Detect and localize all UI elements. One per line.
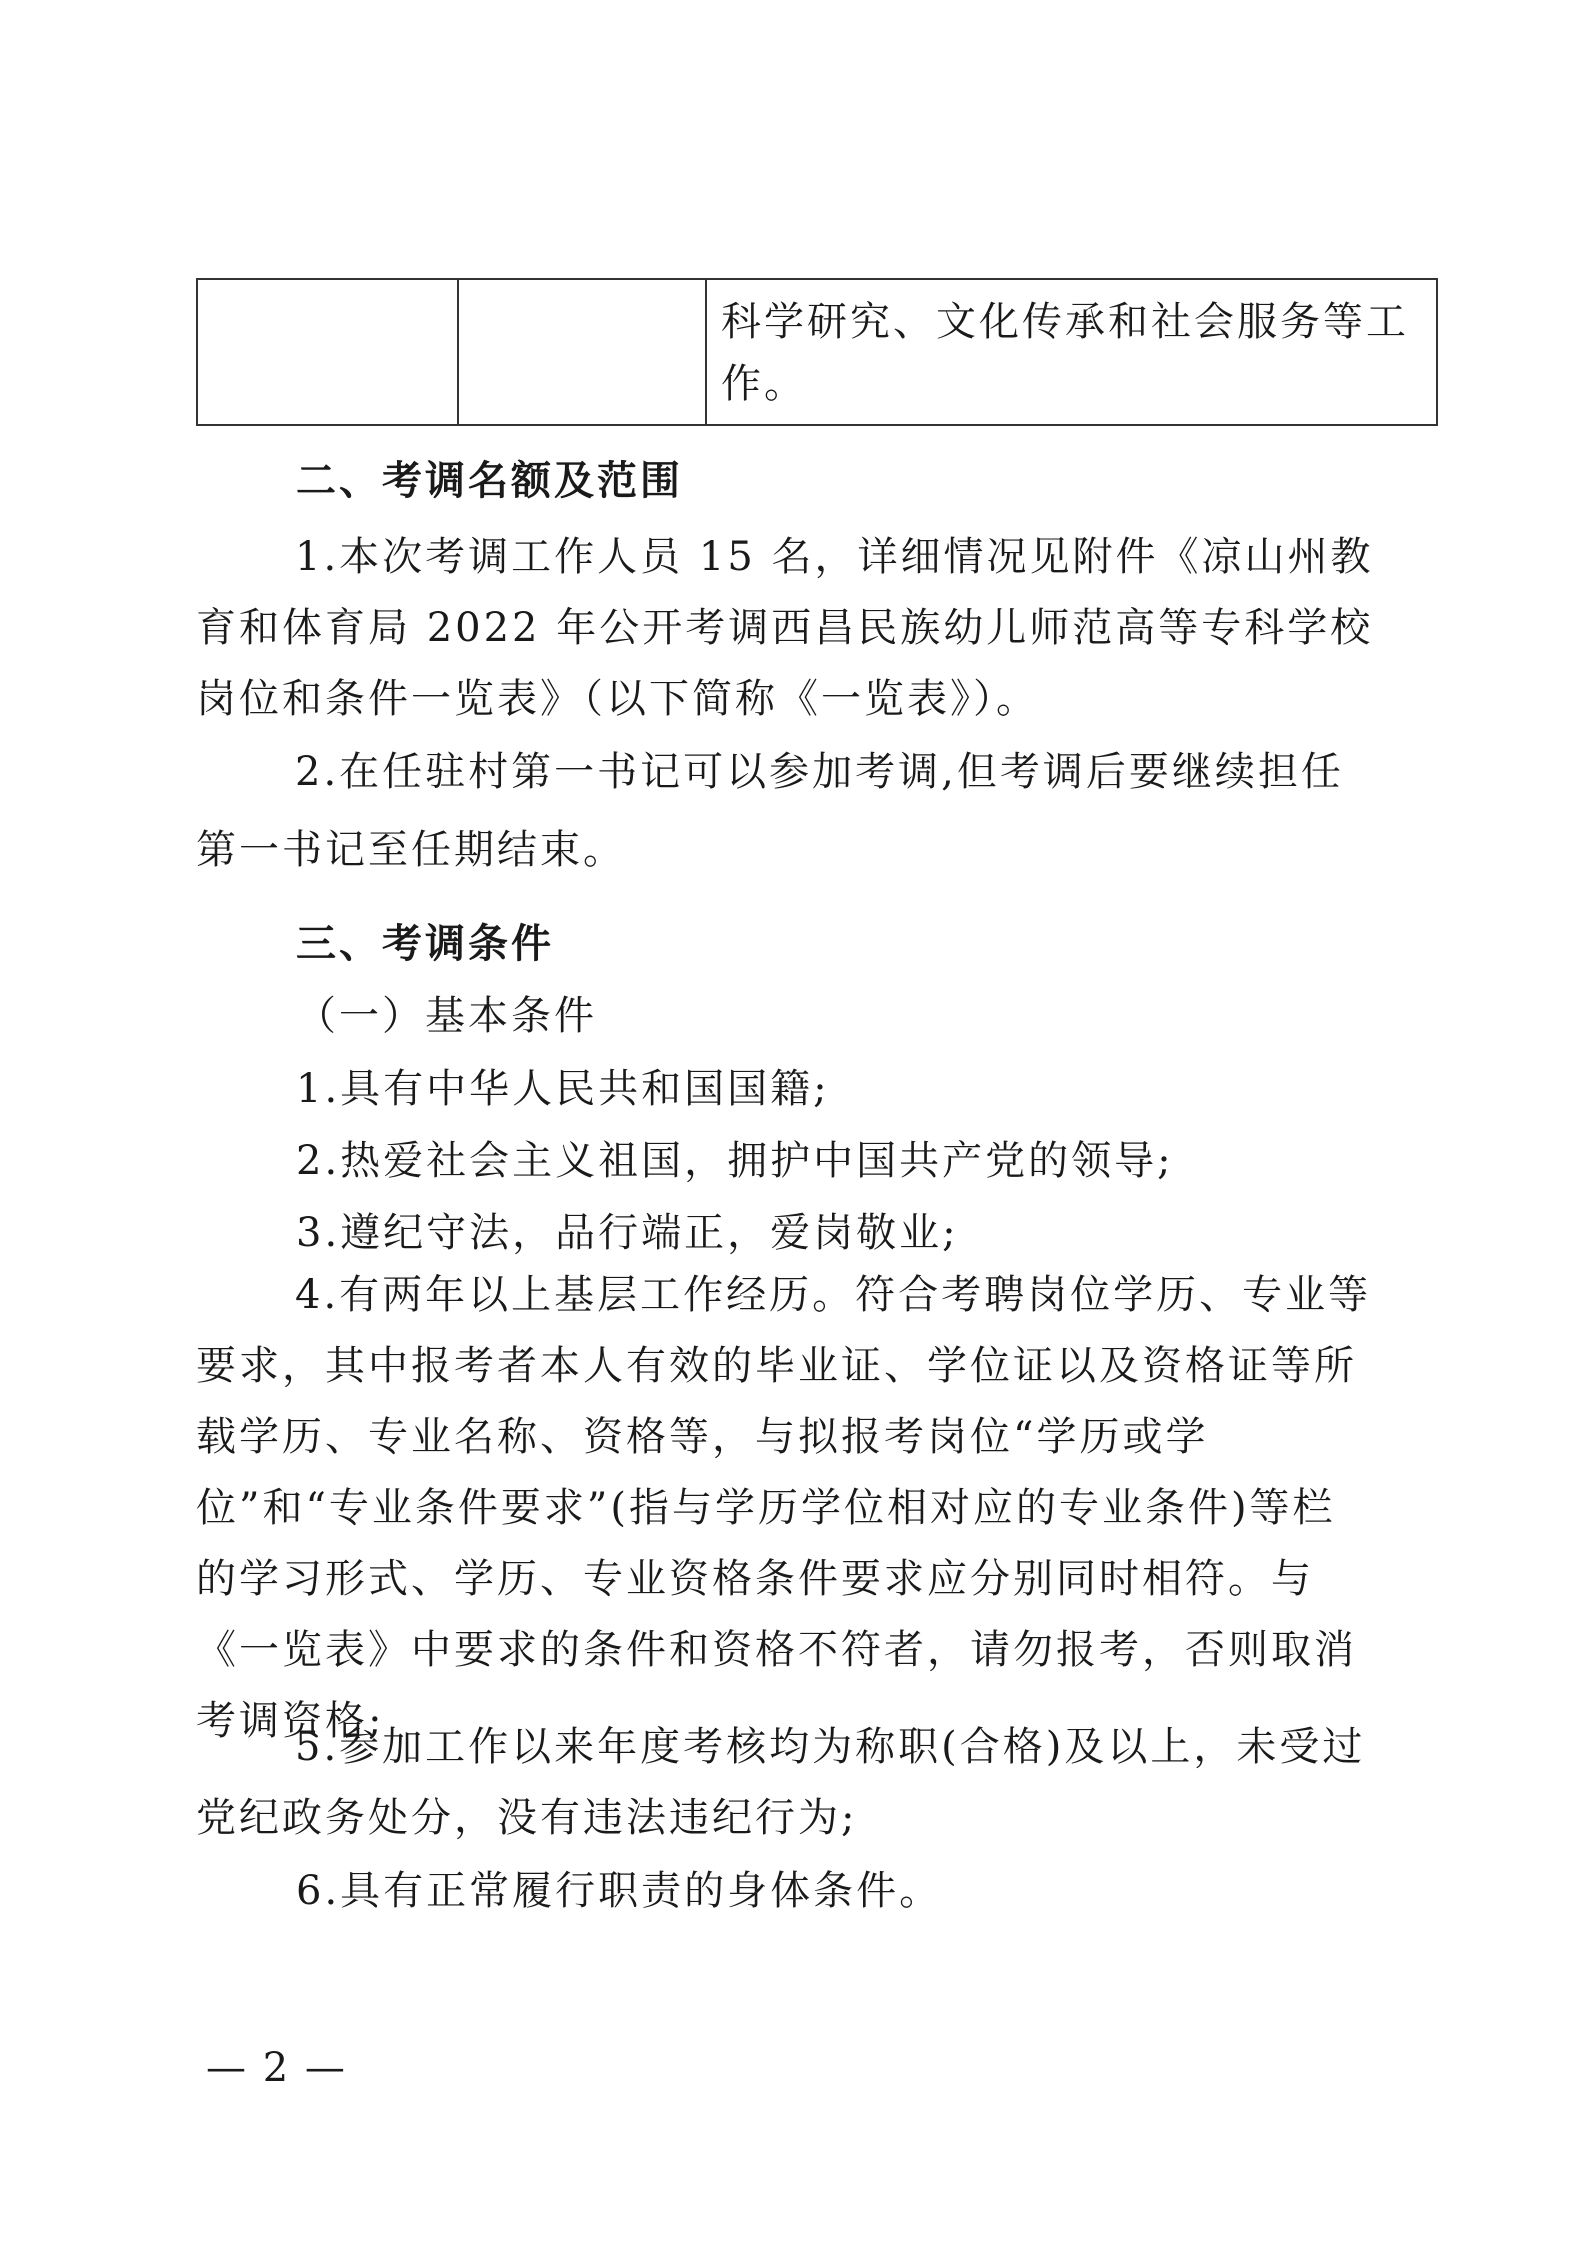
item-2-wrap	[296, 1129, 1436, 1186]
section-3-heading-wrap	[296, 912, 1436, 969]
list-item-3: 3.遵纪守法，品行端正，爱岗敬业;	[296, 1210, 959, 1256]
section-3-heading: 三、考调条件	[296, 921, 554, 967]
item-5-wrap	[196, 1712, 1376, 1854]
table-cell-text	[706, 279, 1437, 425]
table-cell-content: 科学研究、文化传承和社会服务等工作。	[721, 299, 1409, 407]
continued-table	[196, 278, 1438, 426]
section-2-para-2-wrap	[196, 733, 1376, 889]
section-2-heading-wrap	[296, 449, 1436, 506]
item-4-wrap	[196, 1260, 1376, 1757]
section-3-sub-wrap	[296, 984, 1436, 1041]
item-3-wrap	[296, 1201, 1436, 1258]
list-item-6: 6.具有正常履行职责的身体条件。	[296, 1868, 943, 1914]
list-item-4: 4.有两年以上基层工作经历。符合考聘岗位学历、专业等要求，其中报考者本人有效的毕业证、学位证以及资格证等所载学历、专业名称、资格等，与拟报考岗位“学历或学位”和“专业条件要求”(指与学历学位相对应的专业条件)等栏的学习形式、学历、专业资格条件要求应分别同时相符。与《一览表》中要求的条件和资格不符者，请勿报考，否则取消考调资格;	[196, 1272, 1372, 1744]
list-item-5: 5.参加工作以来年度考核均为称职(合格)及以上，未受过党纪政务处分，没有违法违纪行为;	[196, 1724, 1366, 1841]
item-1-wrap	[296, 1057, 1436, 1114]
section-2-heading: 二、考调名额及范围	[296, 458, 683, 504]
table-cell-empty-2	[458, 279, 706, 425]
list-item-1: 1.具有中华人民共和国国籍;	[296, 1066, 830, 1112]
page-number: — 2 —	[206, 2045, 347, 2091]
section-2-para-1: 1.本次考调工作人员 15 名，详细情况见附件《凉山州教育和体育局 2022 年公开考调西昌民族幼儿师范高等专科学校岗位和条件一览表》（以下简称《一览表》）。	[196, 534, 1374, 722]
section-2-para-1-wrap	[196, 522, 1376, 735]
section-3-subheading: （一）基本条件	[296, 993, 597, 1039]
table-cell-empty-1	[197, 279, 458, 425]
section-2-para-2: 2.在任驻村第一书记可以参加考调,但考调后要继续担任第一书记至任期结束。	[196, 749, 1344, 873]
item-6-wrap	[296, 1859, 1436, 1916]
list-item-2: 2.热爱社会主义祖国，拥护中国共产党的领导;	[296, 1138, 1174, 1184]
